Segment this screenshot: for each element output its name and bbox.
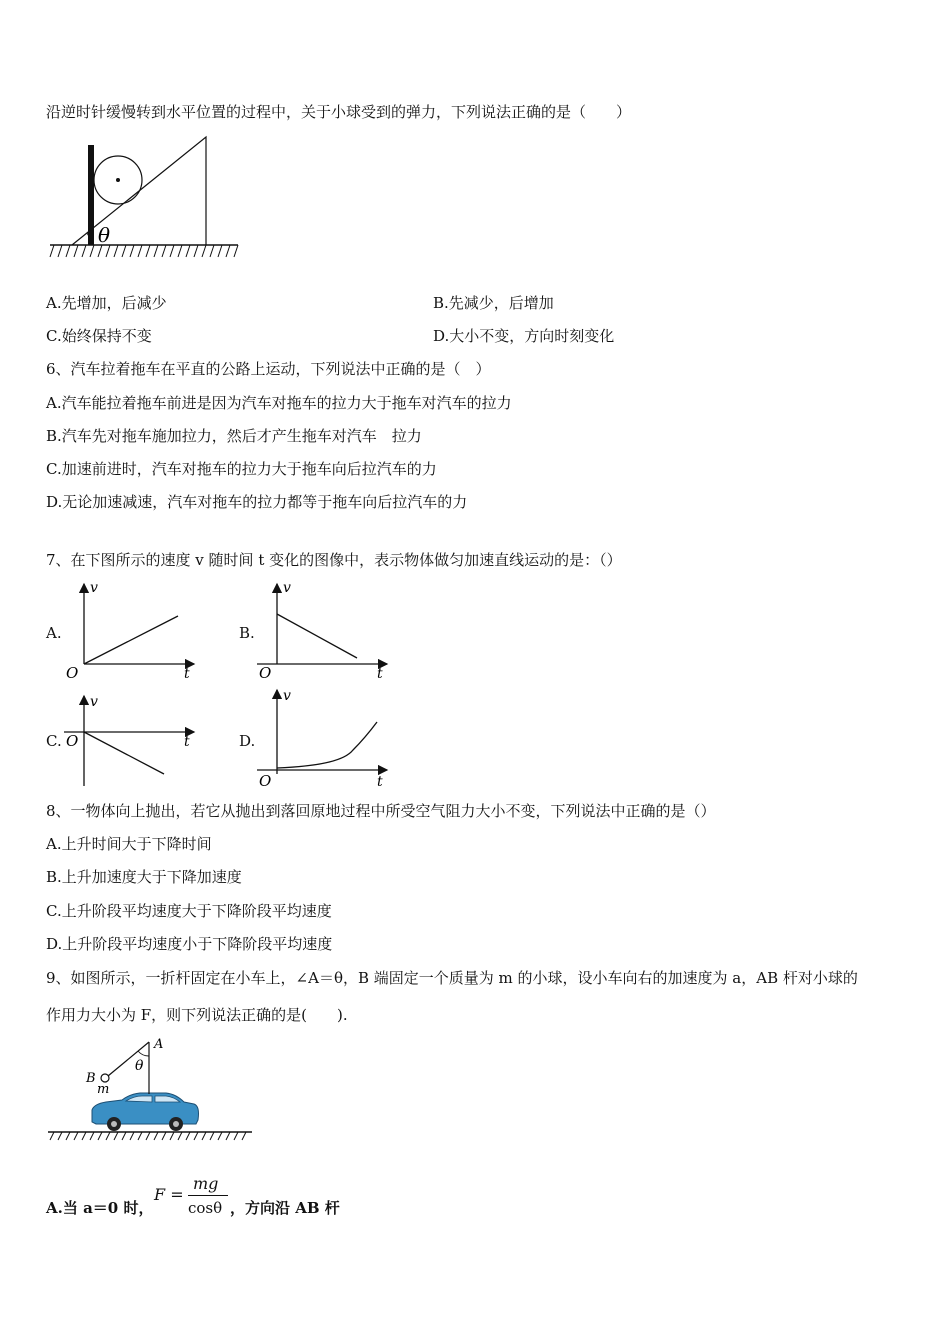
axis-t: t: [377, 774, 383, 790]
q9-figure: [46, 1034, 266, 1144]
q5-figure: [46, 135, 246, 265]
q8-option-c: C.上升阶段平均速度大于下降阶段平均速度: [46, 902, 332, 920]
axis-t: t: [377, 666, 383, 682]
q7-stem: 7、在下图所示的速度 v 随时间 t 变化的图像中，表示物体做匀加速直线运动的是：（）: [46, 551, 622, 569]
q9-option-a-suffix: ，方向沿 AB 杆: [230, 1199, 340, 1217]
label-m: m: [97, 1082, 110, 1097]
theta-label: θ: [98, 223, 111, 247]
q6-option-b: B.汽车先对拖车施加拉力，然后才产生拖车对汽车 拉力: [46, 427, 422, 445]
q5-option-c: C.始终保持不变: [46, 327, 152, 345]
q7-label-d: D.: [239, 732, 256, 750]
q9-stem-line2: 作用力大小为 F，则下列说法正确的是( ).: [46, 1006, 348, 1024]
car-icon: [92, 1093, 199, 1131]
axis-t: t: [184, 734, 190, 750]
axis-v: v: [90, 694, 98, 710]
origin: O: [259, 772, 272, 790]
q7-graph-a: [60, 578, 200, 682]
q7-label-b: B.: [239, 624, 255, 642]
origin: O: [66, 664, 79, 682]
q9-formula-num: mg: [193, 1174, 219, 1193]
q5-option-a: A.先增加，后减少: [46, 294, 167, 312]
q6-stem: 6、汽车拉着拖车在平直的公路上运动，下列说法中正确的是（ ）: [46, 360, 491, 378]
q5-option-d: D.大小不变，方向时刻变化: [433, 327, 615, 345]
q6-option-c: C.加速前进时，汽车对拖车的拉力大于拖车向后拉汽车的力: [46, 460, 437, 478]
q9-stem-line1: 9、如图所示，一折杆固定在小车上，∠A＝θ，B 端固定一个质量为 m 的小球，设小车向右的加速度为 a，AB 杆对小球的: [46, 969, 858, 987]
q7-label-a: A.: [46, 624, 62, 642]
origin: O: [66, 732, 79, 750]
q8-option-d: D.上升阶段平均速度小于下降阶段平均速度: [46, 935, 333, 953]
ball-b: [101, 1074, 109, 1082]
q6-option-d: D.无论加速减速，汽车对拖车的拉力都等于拖车向后拉汽车的力: [46, 493, 468, 511]
axis-v: v: [90, 580, 98, 596]
q6-option-a: A.汽车能拉着拖车前进是因为汽车对拖车的拉力大于拖车对汽车的拉力: [46, 394, 512, 412]
fraction-bar: [188, 1195, 228, 1196]
axis-v: v: [283, 688, 291, 704]
label-theta: θ: [135, 1058, 144, 1074]
q7-graph-b: [253, 578, 393, 682]
label-a: A: [154, 1037, 164, 1052]
axis-t: t: [184, 666, 190, 682]
q8-option-a: A.上升时间大于下降时间: [46, 835, 212, 853]
q5-stem: 沿逆时针缓慢转到水平位置的过程中，关于小球受到的弹力，下列说法正确的是（ ）: [46, 103, 632, 121]
q7-graph-c: [60, 690, 200, 790]
q7-graph-d: [253, 686, 393, 790]
origin: O: [259, 664, 272, 682]
q9-option-a-prefix: A.当 a＝0 时，: [46, 1199, 154, 1217]
q8-option-b: B.上升加速度大于下降加速度: [46, 868, 242, 886]
q9-formula-lhs: F =: [154, 1185, 184, 1204]
label-b: B: [86, 1071, 96, 1086]
axis-v: v: [283, 580, 291, 596]
q7-label-c: C.: [46, 732, 62, 750]
q8-stem: 8、一物体向上抛出，若它从抛出到落回原地过程中所受空气阻力大小不变，下列说法中正确的是（）: [46, 802, 716, 820]
q9-formula-den: cosθ: [188, 1199, 223, 1217]
q5-option-b: B.先减少，后增加: [433, 294, 554, 312]
